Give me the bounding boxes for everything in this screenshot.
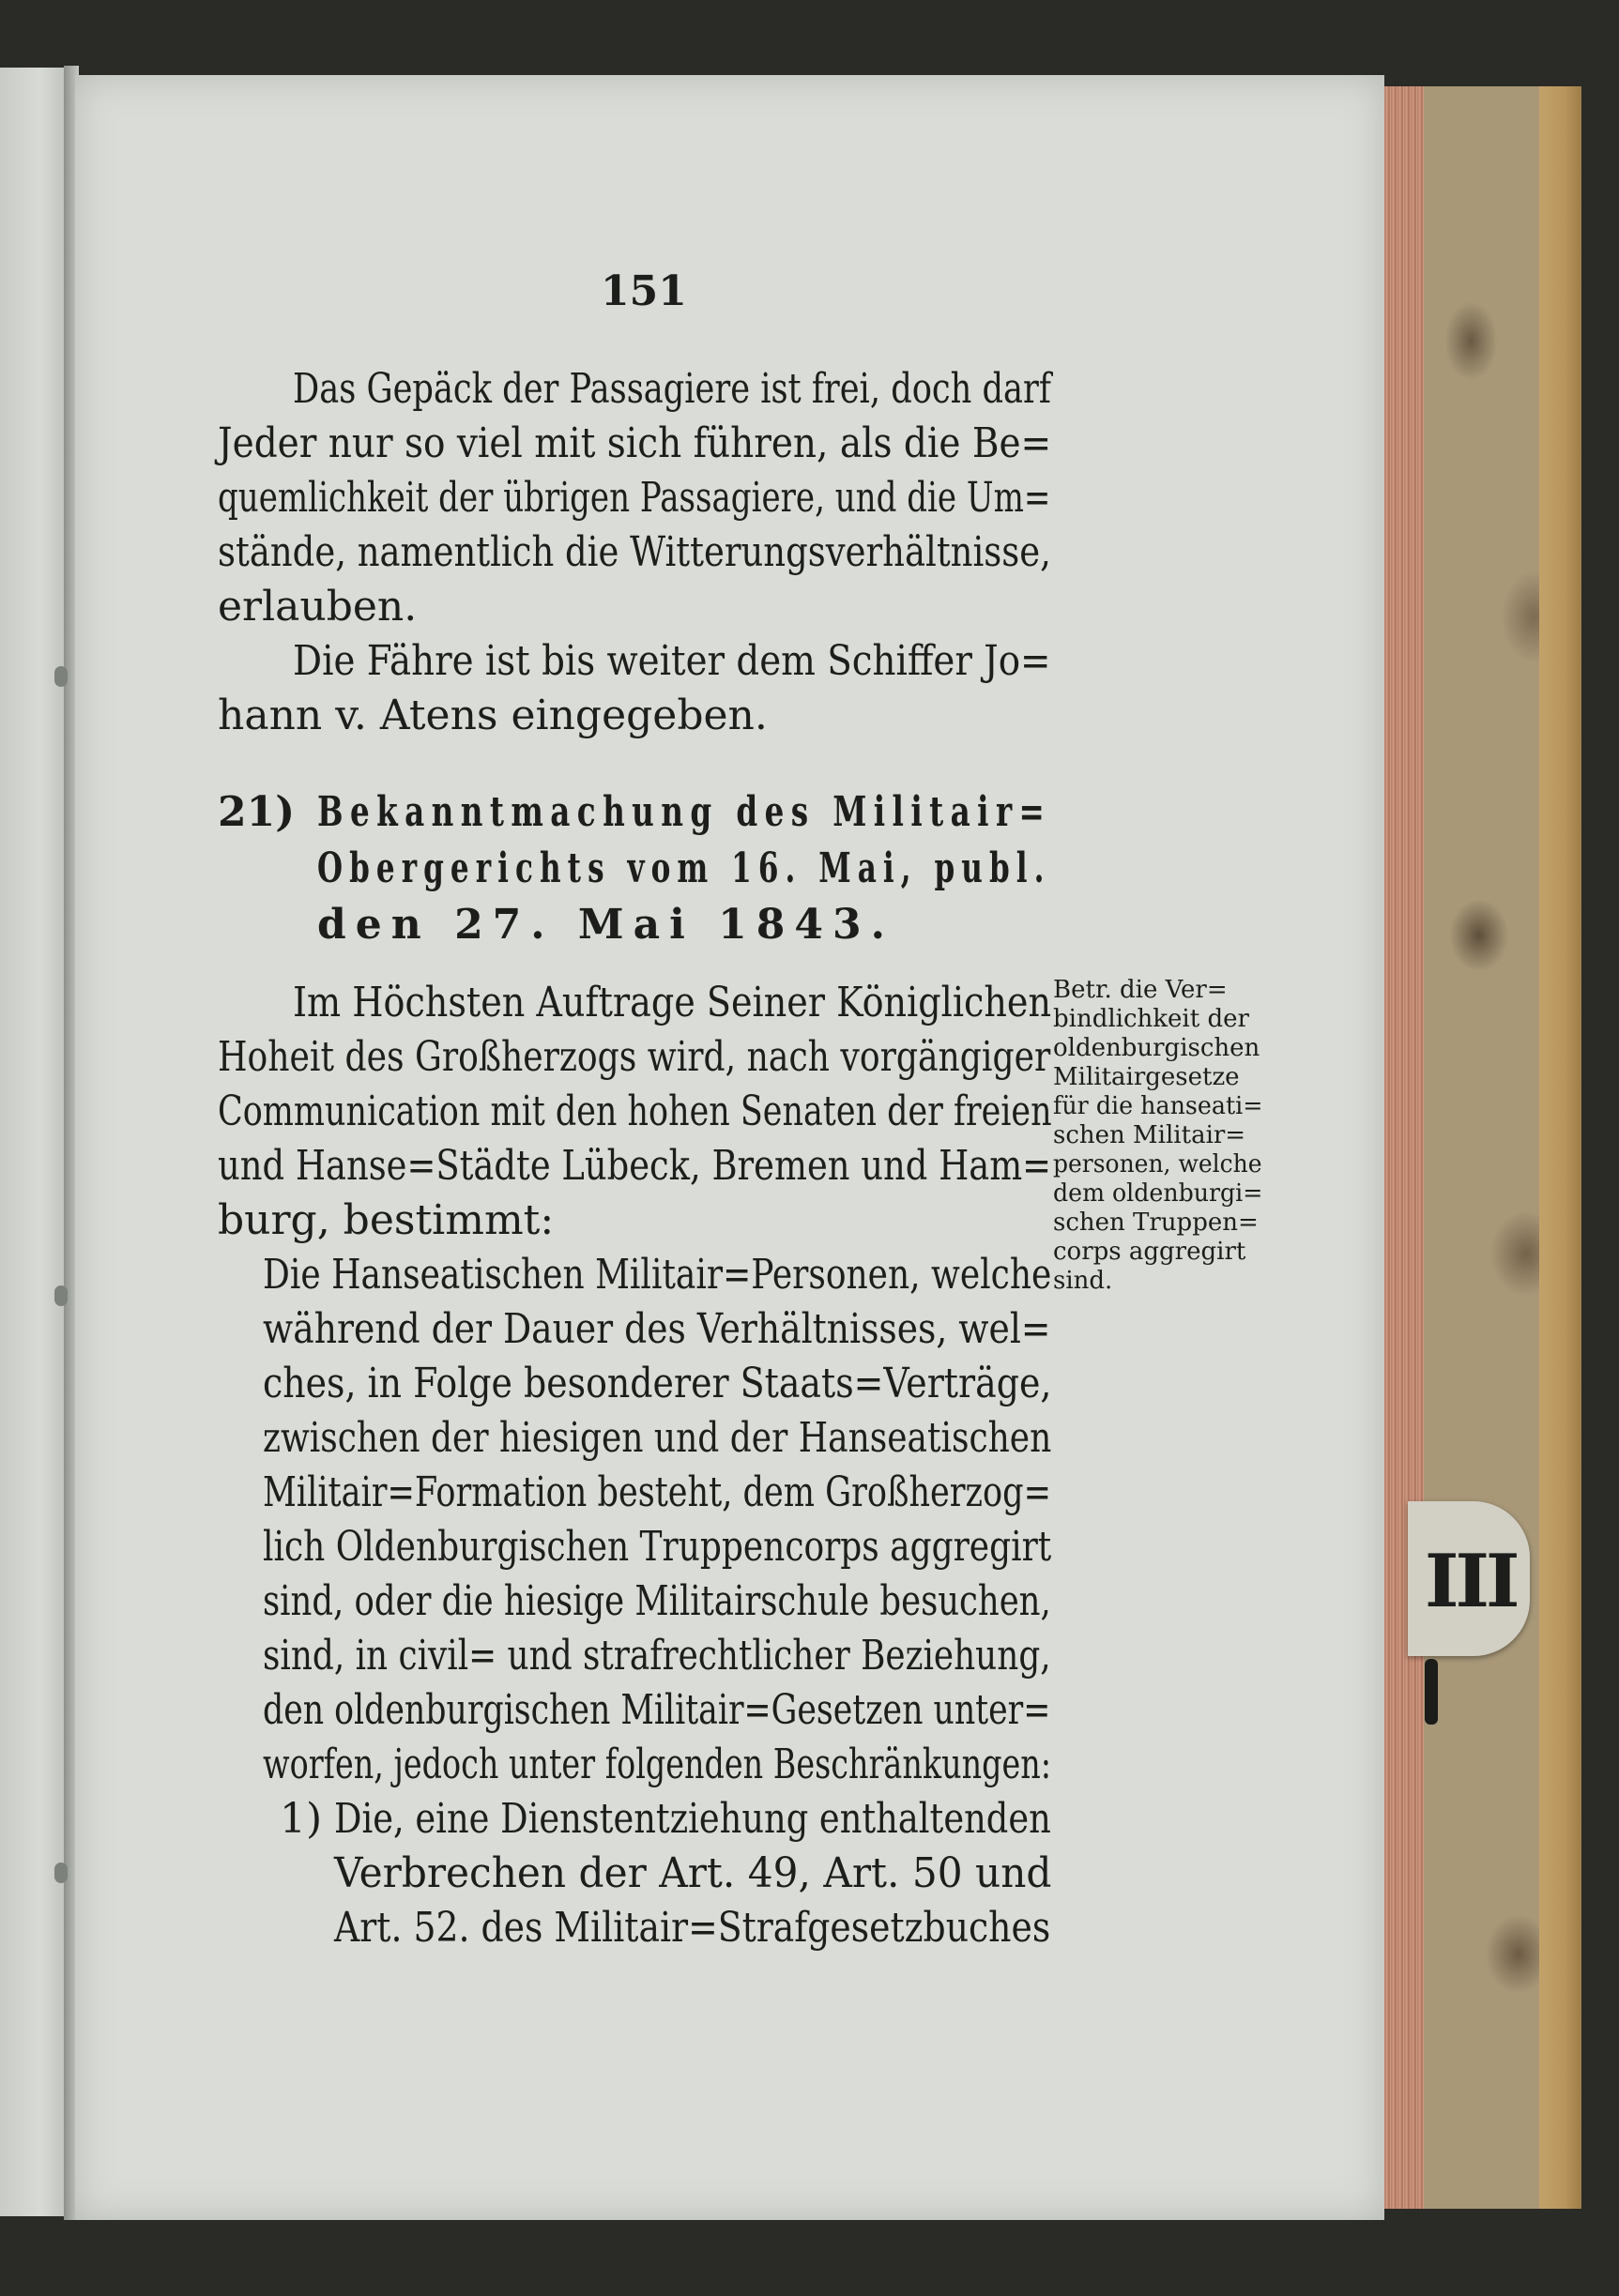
text-line: Das Gepäck der Passagiere ist frei, doch darf <box>293 365 1051 413</box>
tab-label: III <box>1425 1539 1517 1624</box>
text-line: erlauben. <box>218 583 418 631</box>
text-line: Die Fähre ist bis weiter dem Schiffer Jo= <box>293 637 1051 685</box>
binding-hole <box>54 1285 68 1306</box>
text-line: Art. 52. des Militair=Strafgesetzbuches <box>334 1904 1051 1952</box>
cover-leather-edge <box>1539 86 1581 2209</box>
text-line: ches, in Folge besonderer Staats=Verträge, <box>263 1360 1052 1407</box>
text-line: Jeder nur so viel mit sich führen, als die Be= <box>218 419 1052 467</box>
sidenote-line: oldenburgischen <box>1053 1034 1260 1062</box>
binding-hole <box>54 666 68 687</box>
text-line: sind, in civil= und strafrechtlicher Beziehung, <box>263 1632 1051 1680</box>
sidenote-line: bindlichkeit der <box>1053 1005 1249 1033</box>
sidenote-line: schen Militair= <box>1053 1121 1246 1149</box>
text-line: Im Höchsten Auftrage Seiner Königlichen <box>293 979 1051 1026</box>
sidenote-line: corps aggregirt <box>1053 1238 1246 1266</box>
text-line: Die Hanseatischen Militair=Personen, welche <box>263 1251 1052 1299</box>
text-line: den oldenburgischen Militair=Gesetzen unter= <box>263 1686 1051 1734</box>
text-line: Verbrechen der Art. 49, Art. 50 und <box>334 1849 1052 1897</box>
sidenote-line: dem oldenburgi= <box>1053 1179 1263 1208</box>
list-marker: 1) <box>280 1795 323 1843</box>
sidenote-line: sind. <box>1053 1267 1113 1295</box>
section-heading-line: Obergerichts vom 16. Mai, publ. <box>317 844 1051 892</box>
sidenote-line: für die hanseati= <box>1053 1092 1263 1120</box>
sidenote-line: personen, welche <box>1053 1150 1262 1178</box>
sidenote-line: Betr. die Ver= <box>1053 976 1228 1004</box>
text-line: während der Dauer des Verhältnisses, wel= <box>263 1305 1051 1353</box>
text-line: stände, namentlich die Witterungsverhältnisse, <box>218 528 1051 576</box>
section-number: 21) <box>218 788 296 836</box>
section-heading-line: den 27. Mai 1843. <box>317 901 894 949</box>
text-line: burg, bestimmt: <box>218 1196 555 1244</box>
section-heading-line: Bekanntmachung des Militair= <box>317 788 1052 836</box>
page-number: 151 <box>601 267 687 315</box>
sidenote-line: Militairgesetze <box>1053 1063 1240 1091</box>
text-line: sind, oder die hiesige Militairschule besuchen, <box>263 1577 1051 1625</box>
text-line: Militair=Formation besteht, dem Großherzog= <box>263 1468 1051 1516</box>
text-line: Hoheit des Großherzogs wird, nach vorgängiger <box>218 1033 1051 1081</box>
page-edges <box>1384 86 1426 2209</box>
text-line: lich Oldenburgischen Truppencorps aggregirt <box>263 1523 1052 1571</box>
text-line: und Hanse=Städte Lübeck, Bremen und Ham= <box>218 1142 1052 1190</box>
text-line: Die, eine Dienstentziehung enthaltenden <box>334 1795 1051 1843</box>
text-line: hann v. Atens eingegeben. <box>218 692 768 739</box>
binding-hole <box>54 1863 68 1883</box>
sidenote-line: schen Truppen= <box>1053 1209 1259 1237</box>
text-line: worfen, jedoch unter folgenden Beschränkungen: <box>263 1741 1051 1788</box>
text-line: Communication mit den hohen Senaten der freien <box>218 1087 1052 1135</box>
text-line: quemlichkeit der übrigen Passagiere, und die Um= <box>218 474 1051 522</box>
text-line: zwischen der hiesigen und der Hanseatischen <box>263 1414 1052 1462</box>
left-page-edge <box>0 68 69 2216</box>
tab-ink-mark <box>1425 1659 1438 1725</box>
